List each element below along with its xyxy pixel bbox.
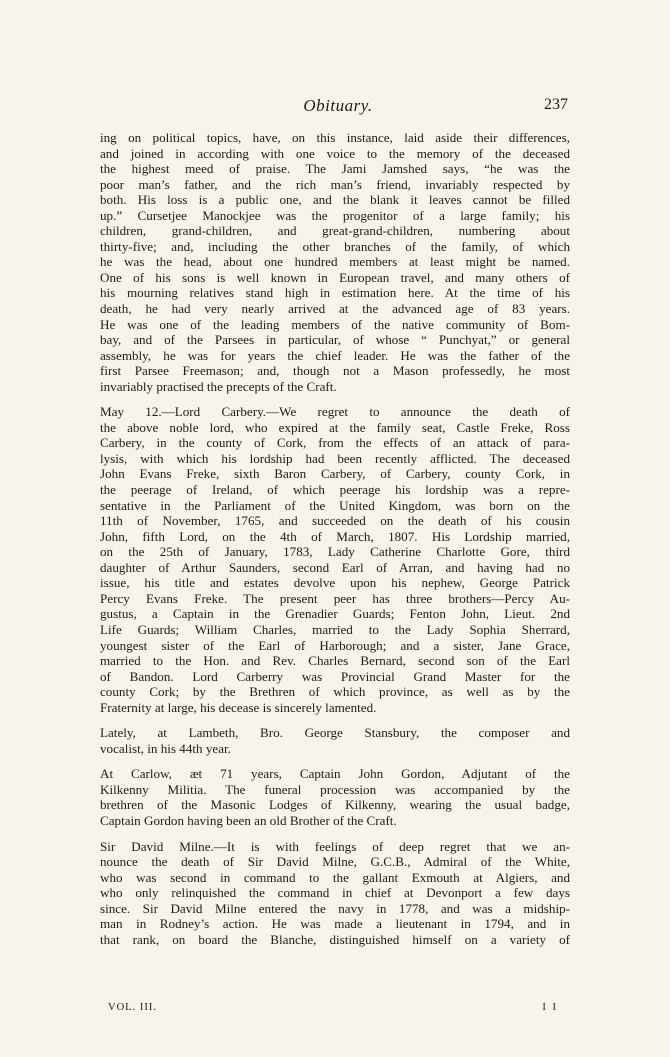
text-line: thirty-five; and, including the other branches of the family, of which — [100, 238, 570, 254]
text-line: and joined in according with one voice to the memory of the deceased — [100, 145, 570, 161]
page-header — [108, 96, 568, 120]
text-line: death, he had very nearly arrived at the advanced age of 83 years. — [100, 301, 570, 317]
text-line: 11th of November, 1765, and succeeded on the death of his cousin — [100, 513, 570, 529]
text-line: At Carlow, æt 71 years, Captain John Gordon, Adjutant of the — [100, 766, 570, 782]
text-line: He was one of the leading members of the native community of Bom- — [100, 316, 570, 332]
text-line: One of his sons is well known in European travel, and many others of — [100, 269, 570, 285]
text-line: Captain Gordon having been an old Brother of the Craft. — [100, 812, 397, 828]
signature-mark: I I — [542, 1002, 558, 1013]
text-line: since. Sir David Milne entered the navy in 1778, and was a midship- — [100, 900, 570, 916]
page-footer — [108, 1002, 558, 1016]
running-title: Obituary. — [303, 96, 373, 115]
text-line: nounce the death of Sir David Milne, G.C.B., Admiral of the White, — [100, 854, 570, 870]
text-line: children, grand-children, and great-grand-children, numbering about — [100, 223, 570, 239]
text-line: vocalist, in his 44th year. — [100, 740, 231, 756]
text-line: poor man’s father, and the rich man’s friend, invariably respected by — [100, 176, 570, 192]
text-line: he was the head, about one hundred members at least might be named. — [100, 254, 570, 270]
text-line: youngest sister of the Earl of Harborough; and a sister, Jane Grace, — [100, 637, 570, 653]
paragraph-gap — [100, 756, 570, 766]
text-line: his mourning relatives stand high in estimation here. At the time of his — [100, 285, 570, 301]
volume-label: VOL. III. — [108, 1002, 157, 1013]
text-line: gustus, a Captain in the Grenadier Guards; Fenton John, Lieut. 2nd — [100, 606, 570, 622]
text-line: daughter of Arthur Saunders, second Earl of Arran, and having had no — [100, 559, 570, 575]
paragraph-gap — [100, 394, 570, 404]
text-line: the highest meed of praise. The Jami Jamshed says, “he was the — [100, 161, 570, 177]
obituary-text — [100, 130, 570, 947]
text-line: bay, and of the Parsees in particular, of whose “ Punchyat,” or general — [100, 332, 570, 348]
text-line: John Evans Freke, sixth Baron Carbery, of Carbery, county Cork, in — [100, 466, 570, 482]
text-line: Sir David Milne.—It is with feelings of deep regret that we an- — [100, 838, 570, 854]
text-line: John, fifth Lord, on the 4th of March, 1807. His Lordship married, — [100, 528, 570, 544]
text-line: Life Guards; William Charles, married to the Lady Sophia Sherrard, — [100, 621, 570, 637]
text-line: ing on political topics, have, on this instance, laid aside their differences, — [100, 130, 570, 145]
text-line: county Cork; by the Brethren of which province, as well as by the — [100, 684, 570, 700]
text-line: man in Rodney’s action. He was made a lieutenant in 1794, and in — [100, 916, 570, 932]
text-line: sentative in the Parliament of the United Kingdom, was born on the — [100, 497, 570, 513]
text-line: issue, his title and estates devolve upon his nephew, George Patrick — [100, 575, 570, 591]
page-number: 237 — [544, 96, 568, 113]
text-line: May 12.—Lord Carbery.—We regret to announce the death of — [100, 404, 570, 420]
text-line: lysis, with which his lordship had been recently afflicted. The deceased — [100, 450, 570, 466]
text-line: Fraternity at large, his decease is sincerely lamented. — [100, 699, 377, 715]
text-line: Carbery, in the county of Cork, from the effects of an attack of para- — [100, 435, 570, 451]
text-line: that rank, on board the Blanche, distinguished himself on a variety of — [100, 931, 570, 947]
text-line: who was second in command to the gallant Exmouth at Algiers, and — [100, 869, 570, 885]
text-line: on the 25th of January, 1783, Lady Catherine Charlotte Gore, third — [100, 544, 570, 560]
paragraph-gap — [100, 829, 570, 839]
text-line: assembly, he was for years the chief leader. He was the father of the — [100, 347, 570, 363]
text-line: both. His loss is a public one, and the blank it leaves cannot be filled — [100, 192, 570, 208]
text-line: who only relinquished the command in chief at Devonport a few days — [100, 885, 570, 901]
text-line: invariably practised the precepts of the Craft. — [100, 378, 337, 394]
paragraph-gap — [100, 715, 570, 725]
text-line: married to the Hon. and Rev. Charles Bernard, second son of the Earl — [100, 653, 570, 669]
text-line: Lately, at Lambeth, Bro. George Stansbury, the composer and — [100, 725, 570, 741]
text-line: the peerage of Ireland, of which peerage his lordship was a repre- — [100, 482, 570, 498]
text-line: of Bandon. Lord Carberry was Provincial Grand Master for the — [100, 668, 570, 684]
text-line: up.” Cursetjee Manockjee was the progenitor of a large family; his — [100, 207, 570, 223]
text-line: brethren of the Masonic Lodges of Kilkenny, wearing the usual badge, — [100, 797, 570, 813]
text-line: first Parsee Freemason; and, though not a Mason professedly, he most — [100, 363, 570, 379]
text-line: the above noble lord, who expired at the family seat, Castle Freke, Ross — [100, 419, 570, 435]
text-line: Kilkenny Militia. The funeral procession was accompanied by the — [100, 781, 570, 797]
text-line: Percy Evans Freke. The present peer has three brothers—Percy Au- — [100, 590, 570, 606]
